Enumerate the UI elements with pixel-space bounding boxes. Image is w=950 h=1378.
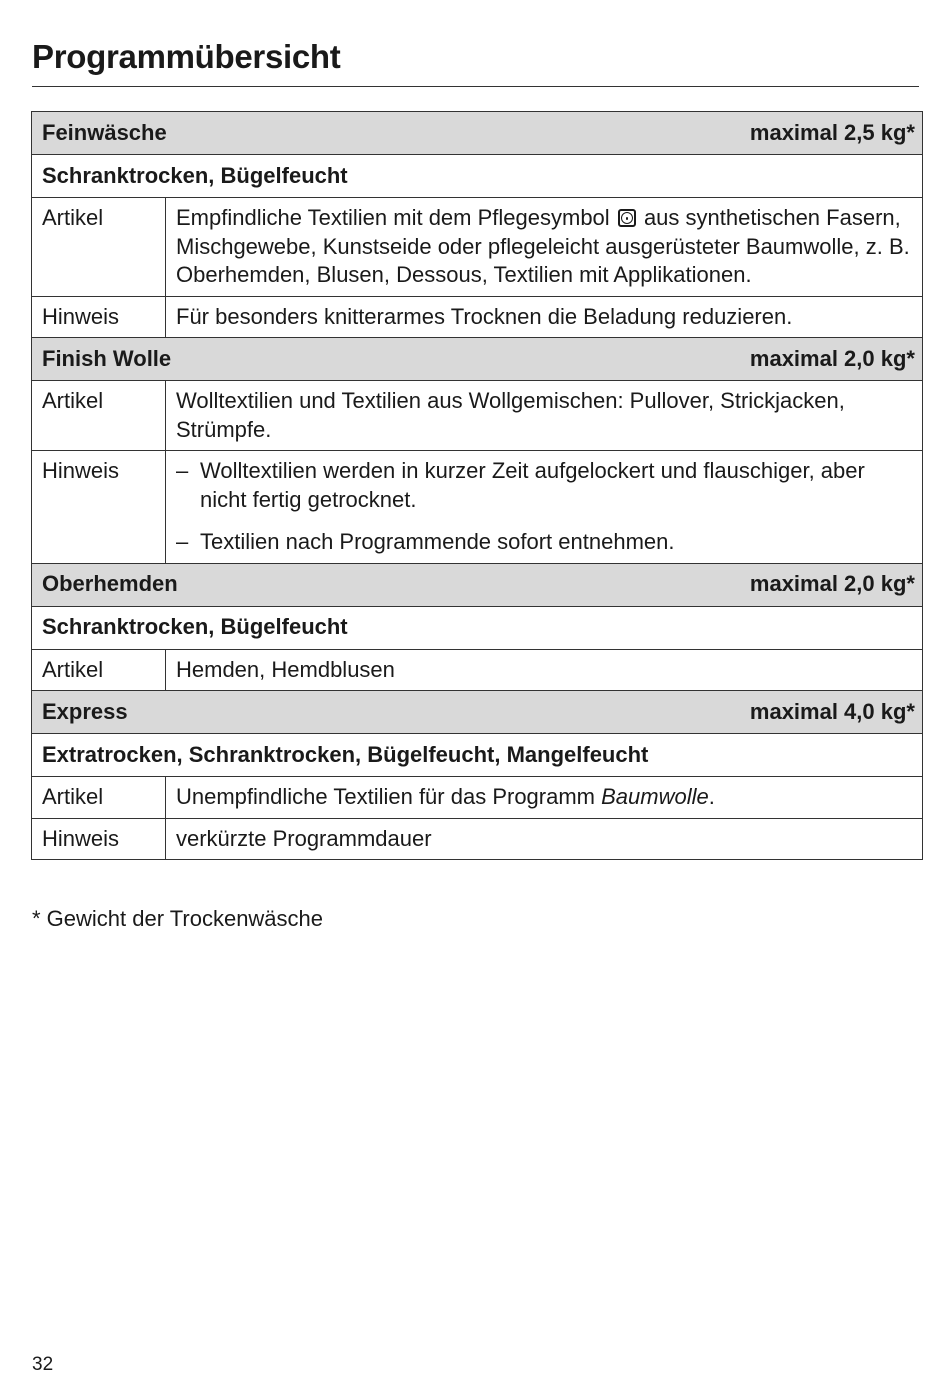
program-header-express (32, 691, 923, 734)
artikel-label: Artikel (32, 198, 166, 297)
page-number: 32 (32, 1354, 54, 1375)
hinweis-item-text: Textilien nach Programmende sofort entnehmen. (200, 529, 675, 554)
dry-levels: Schranktrocken, Bügelfeucht (32, 155, 923, 198)
program-header-feinwaesche (32, 112, 923, 155)
hinweis-row (32, 451, 923, 564)
program-reference: Baumwolle (601, 784, 709, 809)
hinweis-label: Hinweis (32, 451, 166, 564)
program-header-oberhemden (32, 563, 923, 606)
artikel-text (166, 777, 923, 819)
program-name: Finish Wolle (42, 345, 172, 371)
dry-levels: Extratrocken, Schranktrocken, Bügelfeucht, Mangelfeucht (32, 734, 923, 777)
footnote: * Gewicht der Trockenwäsche (32, 906, 324, 931)
hinweis-list (176, 457, 914, 557)
program-max-load: maximal 2,0 kg* (749, 571, 915, 597)
page-title: Programmübersicht (32, 38, 341, 75)
dry-levels-row (32, 606, 923, 649)
hinweis-list-item (176, 528, 914, 557)
program-overview-table (31, 111, 923, 860)
dry-levels-row (32, 155, 923, 198)
artikel-label: Artikel (32, 381, 166, 451)
hinweis-text: verkürzte Programmdauer (166, 818, 923, 860)
artikel-text (166, 198, 923, 297)
program-max-load: maximal 2,5 kg* (749, 119, 915, 145)
hinweis-row (32, 296, 923, 338)
artikel-text-after-symbol: aus synthetischen Fasern, Mischgewebe, Kunstseide oder pflegeleicht ausgerüsteter Baumwolle, z. B. Oberhemden, Blusen, Dessous, Textilien mit Applikationen. (176, 205, 910, 287)
hinweis-row (32, 818, 923, 860)
artikel-text-before: Unempfindliche Textilien für das Programm (176, 784, 595, 809)
program-name: Oberhemden (42, 571, 178, 597)
program-header-finish-wolle (32, 338, 923, 381)
program-max-load: maximal 4,0 kg* (749, 698, 915, 724)
artikel-label: Artikel (32, 777, 166, 819)
artikel-text: Hemden, Hemdblusen (166, 649, 923, 691)
artikel-row (32, 198, 923, 297)
program-name: Express (42, 698, 128, 724)
title-divider (32, 86, 919, 87)
artikel-row (32, 777, 923, 819)
tumble-dry-gentle-icon (618, 209, 636, 227)
program-name: Feinwäsche (42, 119, 167, 145)
hinweis-item-text: Wolltextilien werden in kurzer Zeit aufgelockert und flauschiger, aber nicht fertig getrocknet. (200, 458, 865, 512)
hinweis-label: Hinweis (32, 818, 166, 860)
program-max-load: maximal 2,0 kg* (749, 345, 915, 371)
dry-levels-row (32, 734, 923, 777)
hinweis-list-cell (166, 451, 923, 564)
artikel-text-after: . (708, 784, 715, 809)
hinweis-text: Für besonders knitterarmes Trocknen die Beladung reduzieren. (166, 296, 923, 338)
artikel-row (32, 381, 923, 451)
dash-bullet: – (176, 458, 189, 483)
artikel-text-before-symbol: Empfindliche Textilien mit dem Pflegesymbol (176, 205, 610, 230)
hinweis-label: Hinweis (32, 296, 166, 338)
dry-levels: Schranktrocken, Bügelfeucht (32, 606, 923, 649)
dash-bullet: – (176, 529, 189, 554)
artikel-text: Wolltextilien und Textilien aus Wollgemischen: Pullover, Strickjacken, Strümpfe. (166, 381, 923, 451)
hinweis-list-item (176, 457, 914, 514)
artikel-row (32, 649, 923, 691)
artikel-label: Artikel (32, 649, 166, 691)
